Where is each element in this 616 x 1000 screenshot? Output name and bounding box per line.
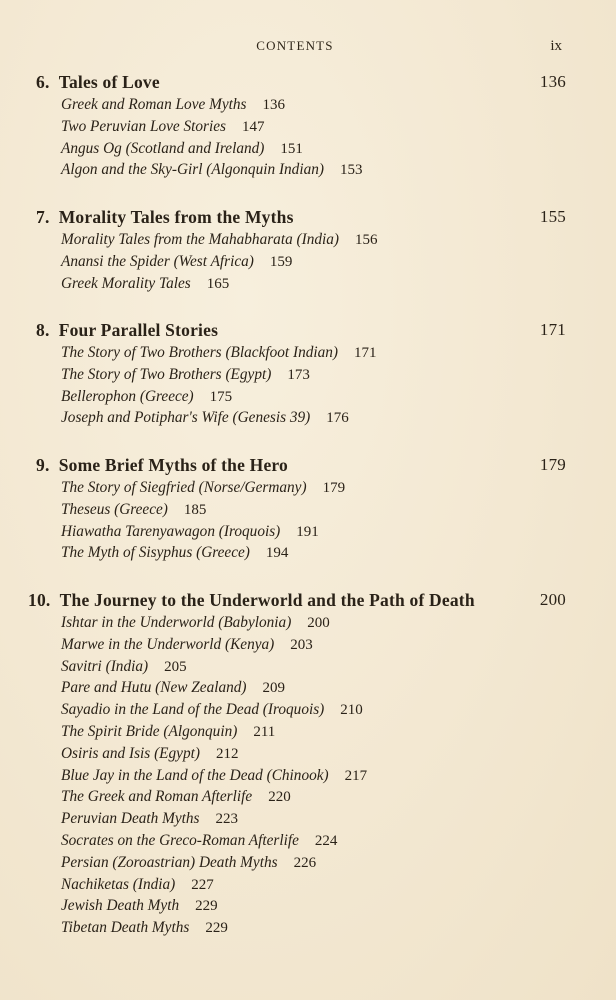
toc-section-6 [36, 72, 566, 183]
entry-title: The Story of Two Brothers (Blackfoot Indian) [61, 344, 339, 361]
toc-entry [61, 919, 566, 941]
section-number: 8. [36, 320, 55, 340]
toc-entry [61, 523, 566, 545]
entry-page: 151 [280, 140, 303, 157]
entry-page: 194 [265, 545, 289, 562]
section-page: 136 [539, 72, 566, 91]
entry-title: Persian (Zoroastrian) Death Myths [61, 853, 278, 871]
entry-page: 191 [296, 523, 319, 540]
entry-page: 210 [340, 702, 363, 719]
entry-page: 136 [262, 97, 285, 113]
entry-title: Jewish Death Myth [61, 897, 180, 915]
entry-title: Savitri (India) [61, 657, 149, 675]
entry-title: The Spirit Bride (Algonquin) [61, 722, 238, 740]
section-page: 155 [539, 207, 566, 226]
section-heading [28, 590, 566, 614]
entry-title: Nachiketas (India) [61, 875, 176, 893]
entry-title: Peruvian Death Myths [61, 810, 200, 828]
toc-entry [61, 767, 566, 789]
entry-title: The Story of Two Brothers (Egypt) [61, 365, 272, 383]
entry-title: Bellerophon (Greece) [61, 387, 194, 405]
entry-title: Angus Og (Scotland and Ireland) [61, 139, 265, 157]
section-number: 6. [36, 72, 55, 92]
entry-page: 227 [191, 876, 214, 893]
entry-title: Theseus (Greece) [61, 500, 168, 518]
entry-title: Joseph and Potiphar's Wife (Genesis 39) [61, 409, 311, 427]
entry-page: 156 [355, 232, 378, 248]
toc-entry [61, 96, 566, 118]
section-number: 10. [28, 590, 56, 610]
toc-entry [61, 745, 566, 767]
toc-entry [61, 366, 566, 388]
section-heading [36, 320, 566, 344]
toc-entry [61, 140, 566, 162]
toc-entry [61, 344, 566, 366]
section-heading [36, 207, 566, 231]
entry-page: 226 [293, 854, 317, 871]
section-title: Morality Tales from the Myths [58, 207, 294, 227]
toc-entry [61, 679, 566, 701]
toc-entry [61, 701, 566, 723]
entry-page: 175 [209, 388, 233, 405]
toc-entry [61, 231, 566, 253]
entry-title: Marwe in the Underworld (Kenya) [61, 635, 275, 653]
entry-title: Sayadio in the Land of the Dead (Iroquois) [61, 701, 325, 719]
entry-title: Hiawatha Tarenyawagon (Iroquois) [61, 522, 281, 540]
toc-entry [61, 118, 566, 140]
entry-page: 224 [314, 832, 338, 849]
entry-page: 153 [339, 162, 363, 179]
section-number: 7. [36, 207, 55, 227]
entry-title: Pare and Hutu (New Zealand) [61, 679, 247, 697]
entry-page: 173 [287, 366, 310, 383]
entry-title: Greek Morality Tales [61, 274, 191, 292]
entry-page: 223 [215, 811, 238, 828]
toc-entry [61, 788, 566, 810]
entry-title: Two Peruvian Love Stories [61, 117, 226, 135]
entry-page: 217 [344, 767, 368, 784]
toc-entry [61, 832, 566, 854]
entry-page: 229 [195, 898, 218, 915]
toc-entry [61, 876, 566, 898]
section-title: Four Parallel Stories [58, 320, 219, 340]
section-heading [36, 72, 566, 96]
entry-title: Ishtar in the Underworld (Babylonia) [61, 614, 292, 631]
entry-title: Tibetan Death Myths [61, 919, 190, 937]
toc-entry [61, 388, 566, 410]
toc-entry [61, 658, 566, 680]
toc-section-7 [36, 207, 566, 296]
entry-title: The Story of Siegfried (Norse/Germany) [61, 479, 307, 496]
toc-section-8 [36, 320, 566, 431]
section-number: 9. [36, 455, 55, 475]
entry-title: Morality Tales from the Mahabharata (India) [61, 231, 340, 248]
entry-page: 165 [206, 275, 230, 292]
entry-page: 200 [307, 615, 330, 631]
entry-title: Algon and the Sky-Girl (Algonquin Indian) [61, 161, 324, 179]
entry-page: 159 [269, 253, 293, 270]
toc-entry [61, 636, 566, 658]
toc-entry [61, 723, 566, 745]
toc-entry [61, 854, 566, 876]
running-head [0, 38, 616, 58]
section-title: Some Brief Myths of the Hero [58, 455, 289, 475]
toc-entry [61, 161, 566, 183]
entry-page: 171 [354, 345, 377, 361]
entry-title: Osiris and Isis (Egypt) [61, 744, 200, 762]
toc-entry [61, 544, 566, 566]
section-page: 171 [539, 320, 566, 339]
entry-title: The Myth of Sisyphus (Greece) [61, 544, 250, 562]
entry-title: The Greek and Roman Afterlife [61, 788, 253, 806]
section-title: Tales of Love [58, 72, 160, 92]
section-heading [36, 455, 566, 479]
entry-page: 147 [242, 118, 265, 135]
entry-page: 229 [205, 920, 228, 937]
entry-page: 220 [268, 789, 291, 806]
folio-page-number: ix [550, 38, 562, 54]
toc-section-10 [28, 590, 566, 941]
entry-title: Socrates on the Greco-Roman Afterlife [61, 831, 299, 849]
entry-page: 179 [322, 480, 346, 496]
section-page: 179 [539, 455, 566, 474]
entry-page: 205 [164, 658, 187, 675]
toc-entry [61, 253, 566, 275]
entry-page: 211 [253, 723, 276, 740]
section-title: The Journey to the Underworld and the Path of Death [59, 590, 475, 610]
entry-title: Greek and Roman Love Myths [61, 96, 247, 113]
entry-page: 176 [326, 410, 349, 427]
section-page: 200 [539, 590, 566, 609]
toc-entry [61, 810, 566, 832]
toc-entry [61, 614, 566, 636]
toc-section-9 [36, 455, 566, 566]
entry-page: 209 [262, 680, 286, 697]
toc-entry [61, 501, 566, 523]
entry-title: Anansi the Spider (West Africa) [61, 252, 254, 270]
toc-entry [61, 897, 566, 919]
toc-entry [61, 409, 566, 431]
entry-page: 203 [290, 636, 313, 653]
toc-entry [61, 479, 566, 501]
toc-entry [61, 275, 566, 297]
entry-page: 185 [183, 501, 207, 518]
entry-title: Blue Jay in the Land of the Dead (Chinook) [61, 766, 329, 784]
entry-page: 212 [215, 745, 239, 762]
running-title: CONTENTS [256, 38, 334, 53]
